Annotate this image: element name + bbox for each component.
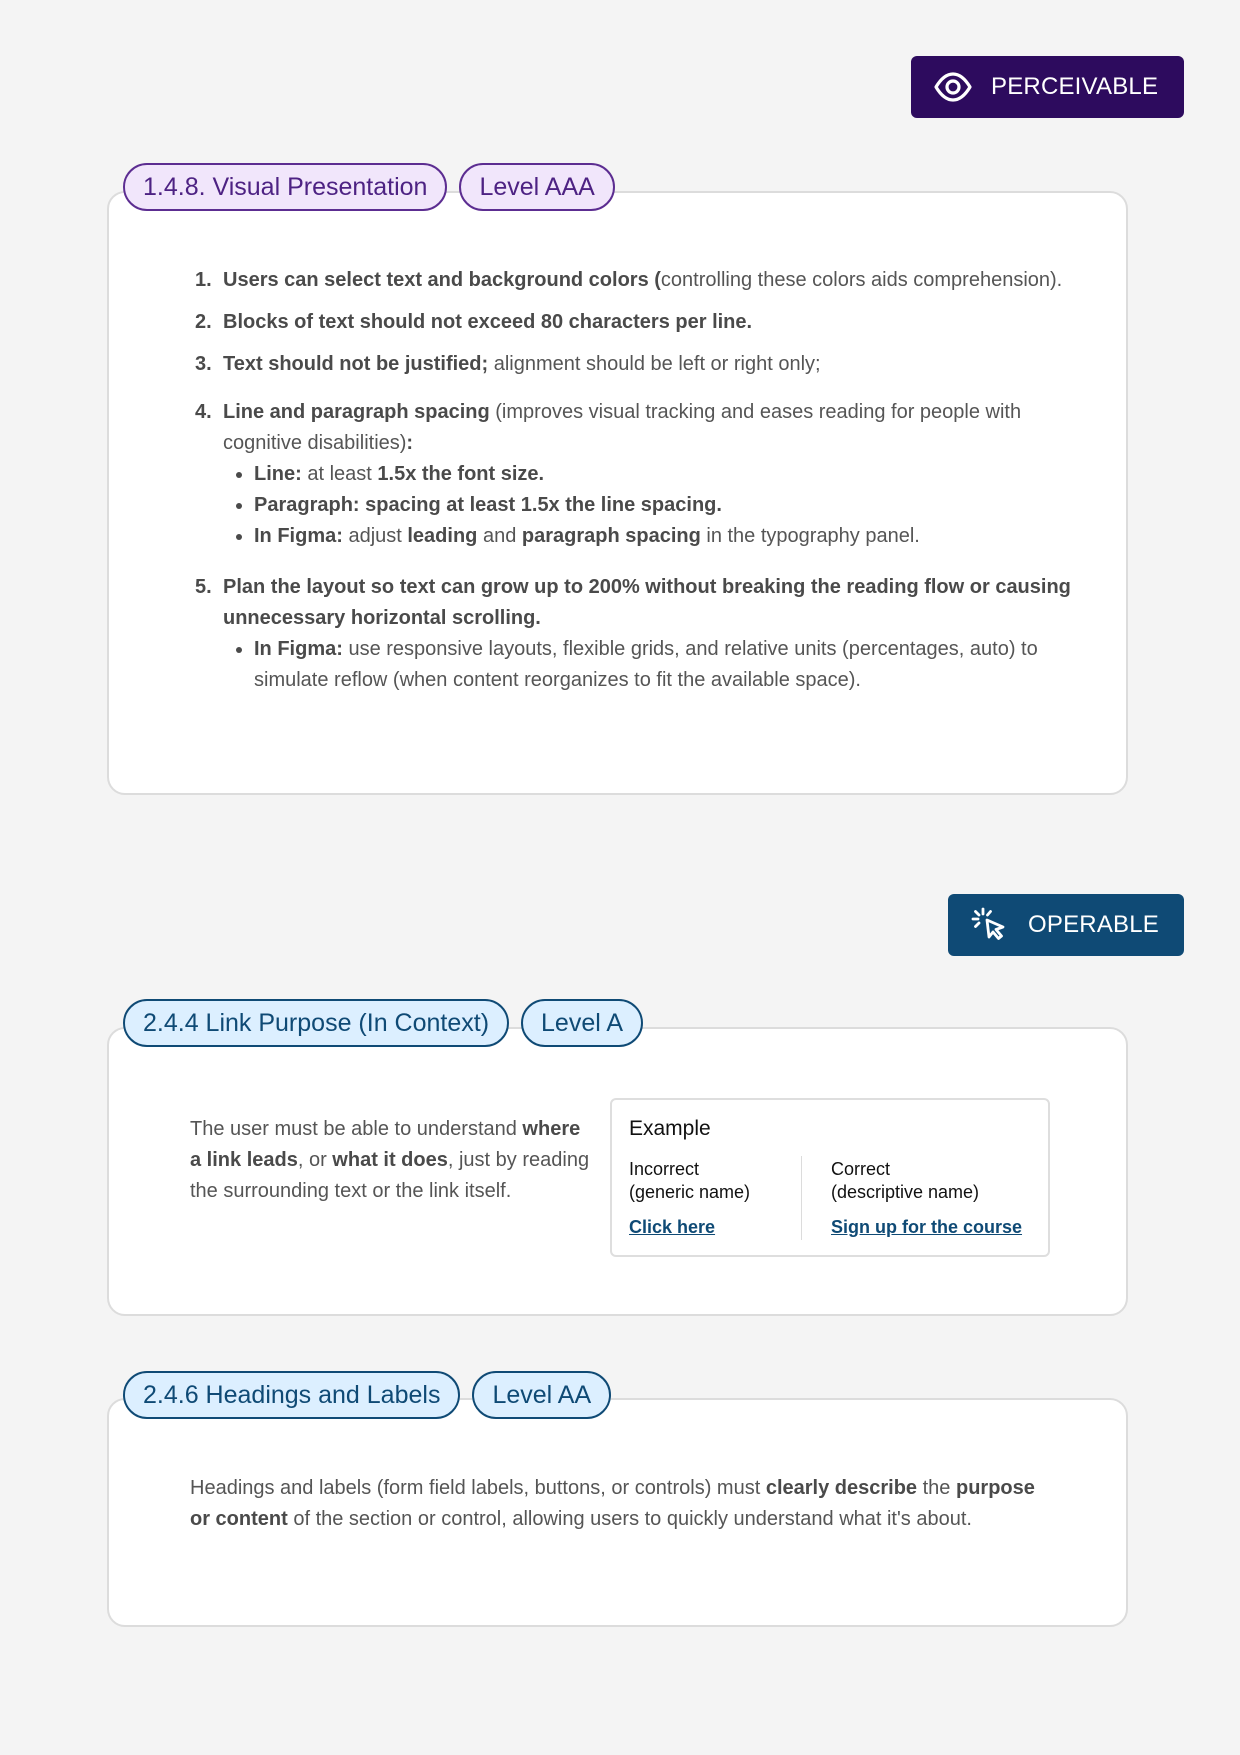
criterion-card-link-purpose [107,1027,1128,1316]
criterion-title-tag: 2.4.6 Headings and Labels [123,1371,460,1419]
criterion-card-headings-labels [107,1398,1128,1627]
list-item: 1. Users can select text and background colors (controlling these colors aids comprehension). [195,269,1063,291]
incorrect-label: Incorrect (generic name) [629,1159,751,1202]
criterion-card-visual-presentation [107,191,1128,795]
level-tag: Level A [521,999,643,1047]
example-divider [801,1156,802,1240]
eye-icon [933,67,973,107]
cursor-click-icon [970,905,1010,945]
sub-list-item: Line: at least 1.5x the font size. [223,459,1075,490]
headings-labels-tags [123,1371,611,1419]
visual-presentation-tags [123,163,615,211]
perceivable-label: PERCEIVABLE [991,73,1159,100]
correct-label: Correct (descriptive name) [831,1159,980,1202]
level-tag: Level AAA [459,163,614,211]
criterion-title-tag: 2.4.4 Link Purpose (In Context) [123,999,509,1047]
perceivable-badge [911,56,1184,118]
sub-list-item: Paragraph: spacing at least 1.5x the line spacing. [223,490,1075,521]
link-purpose-description: The user must be able to understand where a link leads, or what it does, just by reading the surrounding text or the link itself. [190,1118,590,1202]
click-here-link[interactable]: Click here [629,1217,716,1237]
visual-presentation-list [195,265,1075,707]
level-tag: Level AA [472,1371,611,1419]
spacing-sublist [223,459,1075,552]
reflow-sublist [223,634,1075,696]
example-title: Example [629,1117,711,1140]
incorrect-example [629,1158,750,1239]
list-item: 3. Text should not be justified; alignment should be left or right only; [195,353,821,375]
list-item: 5. Plan the layout so text can grow up to 200% without breaking the reading flow or causing unnecessary horizontal scrolling. In Figma: use responsive layouts, flexible grids, and relative units (percentages, auto) to simulate reflow (when content reorganizes to fit the available space). [195,572,1075,696]
operable-badge [948,894,1184,956]
criterion-title-tag: 1.4.8. Visual Presentation [123,163,447,211]
list-item: 2. Blocks of text should not exceed 80 characters per line. [195,311,753,333]
link-purpose-tags [123,999,643,1047]
sign-up-course-link[interactable]: Sign up for the course [831,1217,1023,1237]
correct-example [831,1158,1022,1239]
operable-label: OPERABLE [1028,911,1159,938]
sub-list-item: In Figma: adjust leading and paragraph spacing in the typography panel. [223,521,1075,552]
headings-description: Headings and labels (form field labels, buttons, or controls) must clearly describe the purpose or content of the section or control, allowing users to quickly understand what it's about. [190,1477,1035,1530]
example-box [610,1098,1050,1257]
sub-list-item: In Figma: use responsive layouts, flexible grids, and relative units (percentages, auto) to simulate reflow (when content reorganizes to fit the available space). [223,634,1075,696]
list-item: 4. Line and paragraph spacing (improves visual tracking and eases reading for people with cognitive disabilities): Line: at least 1.5x the font size. Paragraph: spacing at least 1.5x the line spacing. In Figma: adjust leading and paragraph spacing in the typography panel. [195,397,1075,552]
